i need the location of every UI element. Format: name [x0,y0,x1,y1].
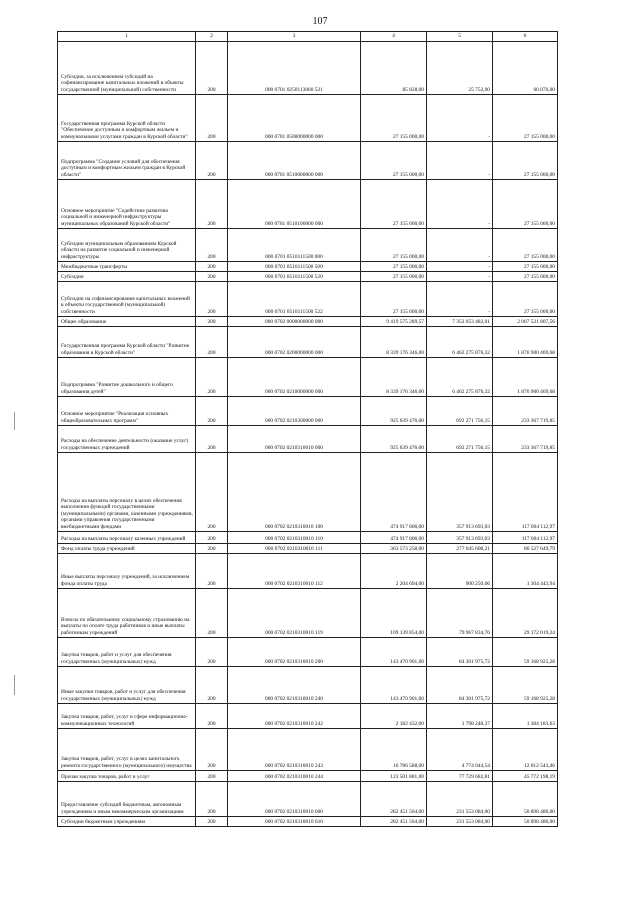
row-approved-amount: 8 339 176 346,00 [361,358,427,397]
row-remaining-amount: 1 876 900 469,68 [493,358,558,397]
row-executed-amount: - [427,95,493,142]
row-approved-amount: 27 155 000,00 [361,262,427,272]
row-name: Прочая закупка товаров, работ и услуг [58,771,196,782]
row-remaining-amount: 233 367 719,85 [493,397,558,426]
row-budget-code: 000 0701 0510111500 520 [228,272,361,282]
table-row [58,453,558,532]
table-row [58,142,558,180]
table-row [58,262,558,272]
row-executed-amount: 900 250,06 [427,554,493,589]
column-header: 5 [427,32,493,42]
table-row [58,817,558,827]
row-executed-amount: 692 271 756,15 [427,426,493,453]
table-row [58,544,558,554]
row-executed-amount: 25 752,00 [427,42,493,95]
row-code-vr: 200 [196,272,228,282]
table-row [58,327,558,358]
table-row [58,282,558,317]
row-remaining-amount: 27 155 000,00 [493,142,558,180]
row-approved-amount: 27 155 000,00 [361,142,427,180]
row-code-vr: 200 [196,229,228,262]
row-remaining-amount: 117 004 112,97 [493,453,558,532]
row-budget-code: 000 0701 0510111500 522 [228,282,361,317]
table-row [58,729,558,771]
row-budget-code: 000 0701 0250113060 521 [228,42,361,95]
row-code-vr: 200 [196,667,228,704]
row-executed-amount: 357 913 693,03 [427,532,493,544]
table-row [58,704,558,729]
row-code-vr: 200 [196,327,228,358]
row-approved-amount: 925 639 476,00 [361,426,427,453]
row-executed-amount: 84 301 975,72 [427,667,493,704]
row-approved-amount: 363 573 258,00 [361,544,427,554]
row-code-vr: 200 [196,180,228,229]
row-code-vr: 200 [196,704,228,729]
row-budget-code: 000 0702 0210300000 000 [228,397,361,426]
row-executed-amount: 357 913 693,03 [427,453,493,532]
row-executed-amount: 692 271 756,15 [427,397,493,426]
row-executed-amount: 6 462 275 876,32 [427,327,493,358]
row-code-vr: 200 [196,142,228,180]
page-number: 107 [312,16,328,27]
row-name: Расходы на обеспечение деятельности (оказание услуг) государственных учреждений [58,426,196,453]
row-remaining-amount: 27 155 000,00 [493,272,558,282]
row-approved-amount: 27 155 000,00 [361,272,427,282]
column-header: 6 [493,32,558,42]
row-name: Субсидии бюджетным учреждениям [58,817,196,827]
row-budget-code: 000 0702 0210310010 112 [228,554,361,589]
row-code-vr: 200 [196,453,228,532]
row-remaining-amount: 1 876 900 469,68 [493,327,558,358]
row-approved-amount: 27 155 000,00 [361,282,427,317]
row-name: Закупка товаров, работ, услуг в сфере информационно-коммуникационных технологий [58,704,196,729]
row-code-vr: 200 [196,358,228,397]
row-approved-amount: 143 470 901,00 [361,667,427,704]
row-approved-amount: 282 451 564,00 [361,817,427,827]
row-executed-amount: 84 301 975,72 [427,638,493,667]
row-name: Взносы по обязательному социальному страхованию на выплаты по оплате труда работников и иные выплаты работникам учреждений [58,589,196,638]
row-code-vr: 200 [196,817,228,827]
row-remaining-amount: 60 076,00 [493,42,558,95]
table-row [58,426,558,453]
row-name: Основное мероприятие "Реализация основных общеобразовательных программ" [58,397,196,426]
row-code-vr: 200 [196,589,228,638]
scan-margin-line [14,412,15,430]
row-remaining-amount: 50 898 480,00 [493,817,558,827]
row-remaining-amount: 27 155 000,00 [493,180,558,229]
row-name: Иные закупки товаров, работ и услуг для обеспечения государственных (муниципальных) нужд [58,667,196,704]
row-remaining-amount: 50 898 480,00 [493,782,558,817]
row-budget-code: 000 0702 0210310010 610 [228,817,361,827]
row-approved-amount: 282 451 564,00 [361,782,427,817]
row-executed-amount: - [427,272,493,282]
table-row [58,317,558,327]
row-approved-amount: 27 155 000,00 [361,180,427,229]
row-executed-amount: 7 352 053 482,01 [427,317,493,327]
row-budget-code: 000 0702 0210310010 242 [228,704,361,729]
row-name: Субсидии на софинансирование капитальных вложений в объекты государственной (муниципальной) собственности [58,282,196,317]
row-name: Предоставление субсидий бюджетным, автономным учреждениям и иным некоммерческим организациям [58,782,196,817]
row-remaining-amount: 27 155 000,00 [493,282,558,317]
row-name: Государственная программа Курской области "Обеспечение доступным и комфортным жильем и коммунальными услугами граждан в Курской области" [58,95,196,142]
table-row [58,358,558,397]
table-row [58,397,558,426]
table-row [58,532,558,544]
row-code-vr: 200 [196,95,228,142]
row-budget-code: 000 0701 0510111500 000 [228,229,361,262]
row-budget-code: 000 0701 0510111500 500 [228,262,361,272]
row-approved-amount: 143 470 901,00 [361,638,427,667]
table-body [58,32,558,827]
row-approved-amount: 109 139 854,00 [361,589,427,638]
row-executed-amount: 77 729 682,81 [427,771,493,782]
row-code-vr: 200 [196,397,228,426]
row-approved-amount: 925 639 476,00 [361,397,427,426]
row-approved-amount: 474 917 806,00 [361,453,427,532]
row-code-vr: 200 [196,729,228,771]
row-budget-code: 000 0701 0510000000 000 [228,142,361,180]
column-header: 1 [58,32,196,42]
column-header: 4 [361,32,427,42]
row-executed-amount: 1 798 248,37 [427,704,493,729]
row-remaining-amount: 29 172 019,24 [493,589,558,638]
row-approved-amount: 123 501 881,00 [361,771,427,782]
table-row [58,771,558,782]
row-executed-amount: - [427,142,493,180]
row-approved-amount: 2 182 432,00 [361,704,427,729]
row-budget-code: 000 0702 0210310010 200 [228,638,361,667]
row-remaining-amount: 1 384 183,63 [493,704,558,729]
row-approved-amount: 27 155 000,00 [361,229,427,262]
row-approved-amount: 27 155 000,00 [361,95,427,142]
column-header: 3 [228,32,361,42]
row-remaining-amount: 86 527 649,79 [493,544,558,554]
row-budget-code: 000 0702 0210310010 240 [228,667,361,704]
row-executed-amount: 79 967 834,76 [427,589,493,638]
row-budget-code: 000 0701 0500000000 000 [228,95,361,142]
row-name: Субсидии муниципальным образованиям Курской области на развитие социальной и инженерной инфраструктуры [58,229,196,262]
row-code-vr: 200 [196,426,228,453]
row-code-vr: 200 [196,544,228,554]
row-budget-code: 000 0702 0210000000 000 [228,358,361,397]
row-name: Субсидии [58,272,196,282]
row-remaining-amount: 27 155 000,00 [493,229,558,262]
row-remaining-amount: 2 067 521 807,56 [493,317,558,327]
row-name: Закупка товаров, работ, услуг в целях капитального ремонта государственного (муниципального) имущества [58,729,196,771]
row-name: Основное мероприятие "Содействие развитию социальной и инженерной инфраструктуры муниципальных образований Курской области" [58,180,196,229]
row-name: Подпрограмма "Создание условий для обеспечения доступным и комфортным жильем граждан в Курской области" [58,142,196,180]
table-row [58,589,558,638]
table-row [58,638,558,667]
row-name: Субсидии, за исключением субсидий на софинансирование капитальных вложений в объекты государственной (муниципальной) собственности [58,42,196,95]
row-remaining-amount: 45 772 198,19 [493,771,558,782]
row-code-vr: 200 [196,42,228,95]
row-remaining-amount: 59 168 925,28 [493,638,558,667]
row-executed-amount: 277 045 608,21 [427,544,493,554]
row-code-vr: 200 [196,282,228,317]
row-remaining-amount: 27 155 000,00 [493,262,558,272]
row-remaining-amount: 59 168 925,28 [493,667,558,704]
row-budget-code: 000 0702 0210310010 000 [228,426,361,453]
row-code-vr: 200 [196,262,228,272]
table-row [58,229,558,262]
row-approved-amount: 2 204 694,00 [361,554,427,589]
column-header: 2 [196,32,228,42]
row-budget-code: 000 0702 0210310010 110 [228,532,361,544]
row-budget-code: 000 0701 0510100000 000 [228,180,361,229]
row-name: Государственная программа Курской области "Развитие образования в Курской области" [58,327,196,358]
row-code-vr: 200 [196,532,228,544]
row-budget-code: 000 0702 0210310010 243 [228,729,361,771]
scan-margin-line [14,675,15,695]
row-remaining-amount: 233 367 719,85 [493,426,558,453]
row-approved-amount: 474 917 806,00 [361,532,427,544]
row-code-vr: 200 [196,638,228,667]
row-code-vr: 200 [196,771,228,782]
row-approved-amount: 9 419 575 289,57 [361,317,427,327]
row-executed-amount: 4 774 044,54 [427,729,493,771]
table-row [58,95,558,142]
row-code-vr: 200 [196,782,228,817]
table-row [58,667,558,704]
row-budget-code: 000 0702 0000000000 000 [228,317,361,327]
row-remaining-amount: 1 304 443,94 [493,554,558,589]
row-budget-code: 000 0702 0210310010 119 [228,589,361,638]
row-name: Общее образование [58,317,196,327]
row-remaining-amount: 27 155 000,00 [493,95,558,142]
row-budget-code: 000 0702 0210310010 244 [228,771,361,782]
table-row [58,554,558,589]
row-name: Расходы на выплаты персоналу в целях обеспечения выполнения функций государственными (муниципальными) органами, казенными учреждениями, органами управления государственными внебюджетными фондами [58,453,196,532]
row-executed-amount: 231 553 084,00 [427,817,493,827]
row-executed-amount: 6 462 275 876,32 [427,358,493,397]
row-budget-code: 000 0702 0210310010 600 [228,782,361,817]
table-row [58,180,558,229]
table-row [58,782,558,817]
budget-table [57,31,558,827]
row-executed-amount: - [427,262,493,272]
row-approved-amount: 85 828,00 [361,42,427,95]
row-code-vr: 200 [196,554,228,589]
row-budget-code: 000 0702 0200000000 000 [228,327,361,358]
table-row [58,272,558,282]
row-name: Подпрограмма "Развитие дошкольного и общего образования детей" [58,358,196,397]
row-approved-amount: 16 786 588,00 [361,729,427,771]
row-name: Закупка товаров, работ и услуг для обеспечения государственных (муниципальных) нужд [58,638,196,667]
row-code-vr: 200 [196,317,228,327]
row-remaining-amount: 12 012 543,46 [493,729,558,771]
row-remaining-amount: 117 004 112,97 [493,532,558,544]
row-executed-amount: - [427,282,493,317]
row-budget-code: 000 0702 0210310010 111 [228,544,361,554]
row-name: Расходы на выплаты персоналу казенных учреждений [58,532,196,544]
row-name: Иные выплаты персоналу учреждений, за исключением фонда оплаты труда [58,554,196,589]
row-executed-amount: - [427,180,493,229]
header-row [58,32,558,42]
row-approved-amount: 8 339 176 346,00 [361,327,427,358]
row-name: Фонд оплаты труда учреждений [58,544,196,554]
row-name: Межбюджетные трансферты [58,262,196,272]
row-executed-amount: 231 553 084,00 [427,782,493,817]
row-executed-amount: - [427,229,493,262]
row-budget-code: 000 0702 0210310010 100 [228,453,361,532]
table-row [58,42,558,95]
